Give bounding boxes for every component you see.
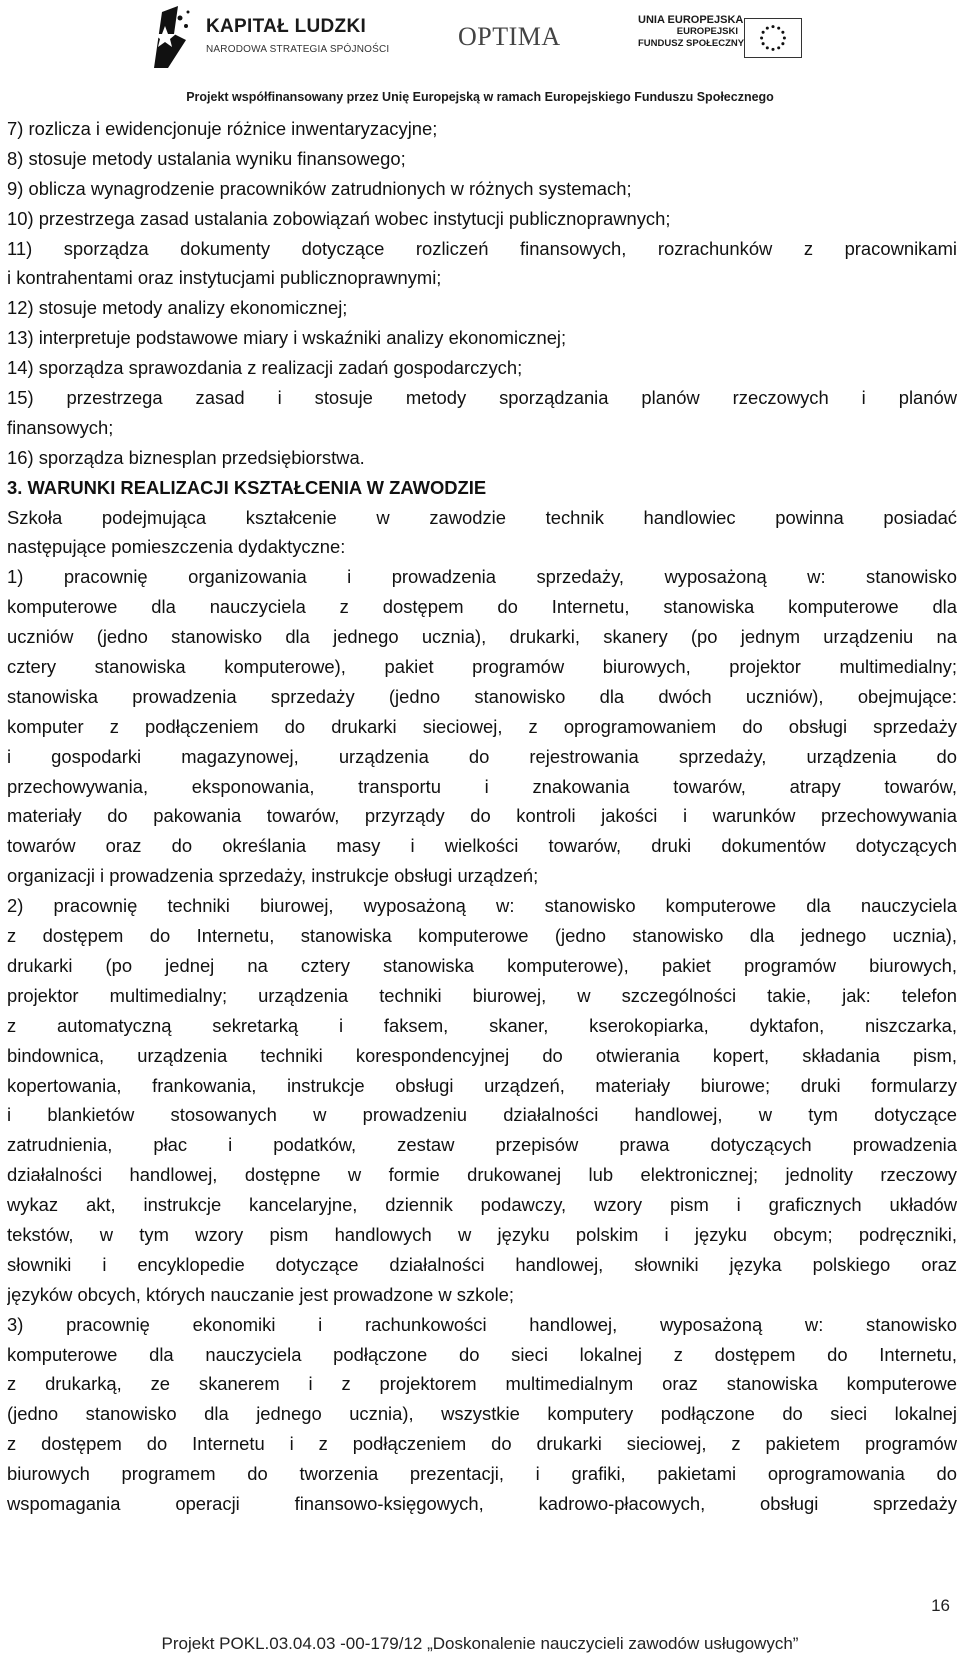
text-line: 9) oblicza wynagrodzenie pracowników zatrudnionych w różnych systemach; (7, 177, 632, 199)
page-number: 16 (931, 1596, 950, 1615)
text-line: komputerowe dla nauczyciela z dostępem do Internetu, stanowiska komputerowe dla (7, 596, 957, 618)
text-line: 3) pracownię ekonomiki i rachunkowości handlowej, wyposażoną w: stanowisko (7, 1313, 957, 1335)
text-line: 11) sporządza dokumenty dotyczące rozliczeń finansowych, rozrachunków z pracownikami (7, 237, 957, 259)
text-line: materiały do pakowania towarów, przyrządy do kontroli jakości i warunków przechowywania (7, 805, 957, 827)
text-line: kopertowania, frankowania, instrukcje obsługi urządzeń, materiały biurowe; druki formularzy (7, 1074, 957, 1096)
eu-line-1: UNIA EUROPEJSKA (638, 14, 744, 26)
text-line: z dostępem do Internetu, stanowiska komputerowe (jedno stanowisko dla jednego ucznia), (7, 925, 957, 947)
eu-line-3: FUNDUSZ SPOŁECZNY (638, 38, 745, 49)
text-line: z dostępem do Internetu i z podłączeniem do drukarki sieciowej, z pakietem programów (7, 1433, 957, 1455)
text-line: z drukarką, ze skanerem i z projektorem multimedialnym oraz stanowiska komputerowe (7, 1373, 957, 1395)
text-line: cztery stanowiska komputerowe), pakiet programów biurowych, projektor multimedialny; (7, 656, 957, 678)
text-line: 10) przestrzega zasad ustalania zobowiązań wobec instytucji publicznoprawnych; (7, 207, 671, 229)
text-line: 2) pracownię techniki biurowej, wyposażoną w: stanowisko komputerowe dla nauczyciela (7, 895, 957, 917)
text-line: 12) stosuje metody analizy ekonomicznej; (7, 297, 348, 319)
page-header (0, 0, 960, 110)
text-line: drukarki (po jednej na cztery stanowiska komputerowe), pakiet programów biurowych, (7, 954, 957, 976)
text-line: 7) rozlicza i ewidencjonuje różnice inwentaryzacyjne; (7, 118, 438, 139)
text-line: i gospodarki magazynowej, urządzenia do rejestrowania sprzedaży, urządzenia do (7, 745, 957, 767)
text-line: stanowiska prowadzenia sprzedaży (jedno stanowisko dla dwóch uczniów), obejmujące: (7, 685, 957, 707)
optima-logo: OPTIMA (458, 22, 561, 51)
kapital-ludzki-subtitle: NARODOWA STRATEGIA SPÓJNOŚCI (206, 44, 390, 55)
document-body (7, 114, 957, 1519)
text-line: 8) stosuje metody ustalania wyniku finansowego; (7, 147, 406, 169)
text-line: projektor multimedialny; urządzenia techniki biurowej, w szczególności takie, jak: telefon (7, 984, 957, 1006)
kapital-ludzki-title: KAPITAŁ LUDZKI (206, 16, 367, 37)
page-footer: Projekt POKL.03.04.03 -00-179/12 „Doskonalenie nauczycieli zawodów usługowych” (161, 1634, 799, 1653)
text-line: organizacji i prowadzenia sprzedaży, instrukcje obsługi urządzeń; (7, 865, 539, 887)
text-line: komputerowe dla nauczyciela podłączone do sieci lokalnej z dostępem do Internetu, (7, 1343, 957, 1365)
text-line: biurowych programem do tworzenia prezentacji, i grafiki, pakietami oprogramowania do (7, 1463, 957, 1485)
text-line: bindownica, urządzenia techniki korespondencyjnej do otwierania kopert, składania pism, (7, 1044, 957, 1066)
text-line: towarów oraz do określania masy i wielkości towarów, druki dokumentów dotyczących (7, 835, 957, 857)
text-line: wspomagania operacji finansowo-księgowych, kadrowo-płacowych, obsługi sprzedaży (7, 1492, 957, 1514)
text-line: tekstów, w tym wzory pism handlowych w języku polskim i języku obcym; podręczniki, (7, 1223, 957, 1245)
text-line: uczniów (jedno stanowisko dla jednego ucznia), drukarki, skanery (po jednym urządzeniu na (7, 626, 957, 648)
text-line: 14) sporządza sprawozdania z realizacji zadań gospodarczych; (7, 357, 523, 379)
text-line: 1) pracownię organizowania i prowadzenia sprzedaży, wyposażoną w: stanowisko (7, 566, 957, 588)
text-line: przechowywania, eksponowania, transportu i znakowania towarów, atrapy towarów, (7, 775, 957, 797)
text-line: i kontrahentami oraz instytucjami publicznoprawnymi; (7, 267, 442, 289)
text-line: języków obcych, których nauczanie jest prowadzone w szkole; (7, 1283, 515, 1305)
text-line: komputer z podłączeniem do drukarki sieciowej, z oprogramowaniem do obsługi sprzedaży (7, 715, 957, 737)
text-line: Szkoła podejmująca kształcenie w zawodzie technik handlowiec powinna posiadać (7, 506, 957, 528)
text-line: (jedno stanowisko dla jednego ucznia), wszystkie komputery podłączone do sieci lokalnej (7, 1403, 957, 1425)
text-line: zatrudnienia, płac i podatków, zestaw przepisów prawa dotyczących prowadzenia (7, 1134, 957, 1156)
eu-flag-icon (744, 18, 802, 58)
text-line: 16) sporządza biznesplan przedsiębiorstwa. (7, 446, 365, 468)
eu-logo-text (638, 14, 745, 50)
text-line: i blankietów stosowanych w prowadzeniu działalności handlowej, w tym dotyczące (7, 1104, 957, 1126)
text-line: wykaz akt, instrukcje kancelaryjne, dziennik podawczy, wzory pism i graficznych układów (7, 1194, 957, 1216)
kapital-ludzki-logo-icon (148, 4, 192, 68)
text-line: działalności handlowej, dostępne w formie drukowanej lub elektronicznej; jednolity rzeczowy (7, 1164, 957, 1186)
text-line: następujące pomieszczenia dydaktyczne: (7, 536, 346, 558)
eu-line-2: EUROPEJSKI (676, 26, 738, 37)
text-line: 13) interpretuje podstawowe miary i wskaźniki analizy ekonomicznej; (7, 327, 567, 349)
text-line: finansowych; (7, 416, 114, 438)
kapital-ludzki-logo (148, 4, 418, 70)
cofinancing-statement: Projekt współfinansowany przez Unię Europejską w ramach Europejskiego Funduszu Społecznego (186, 90, 774, 104)
text-line: słowniki i encyklopedie dotyczące działalności handlowej, słowniki języka polskiego oraz (7, 1253, 957, 1275)
section-heading: 3. WARUNKI REALIZACJI KSZTAŁCENIA W ZAWODZIE (7, 476, 487, 498)
text-line: 15) przestrzega zasad i stosuje metody sporządzania planów rzeczowych i planów (7, 387, 957, 409)
text-line: z automatyczną sekretarką i faksem, skaner, kserokopiarka, dyktafon, niszczarka, (7, 1014, 957, 1036)
eu-logo (638, 14, 808, 64)
